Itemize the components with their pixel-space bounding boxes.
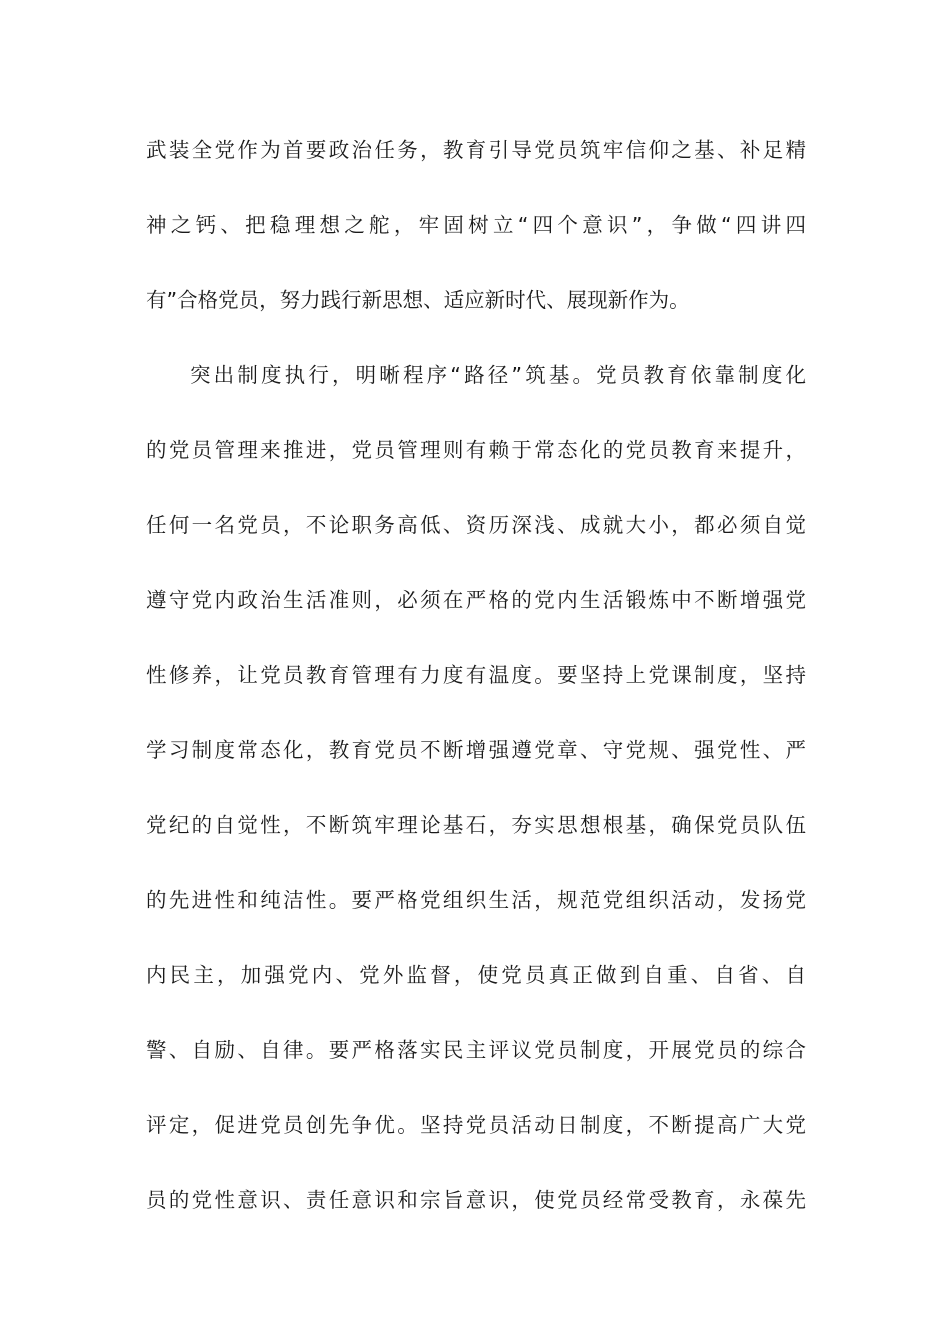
text-line-15: 员的党性意识、责任意识和宗旨意识，使党员经常受教育，永葆先	[146, 1188, 806, 1212]
text-line-3: 有”合格党员，努力践行新思想、适应新时代、展现新作为。	[146, 288, 690, 312]
text-line-13: 警、自励、自律。要严格落实民主评议党员制度，开展党员的综合	[146, 1038, 806, 1062]
text-line-14: 评定，促进党员创先争优。坚持党员活动日制度，不断提高广大党	[146, 1113, 806, 1137]
text-line-7: 遵守党内政治生活准则，必须在严格的党内生活锻炼中不断增强党	[146, 588, 806, 612]
text-line-8: 性修养，让党员教育管理有力度有温度。要坚持上党课制度，坚持	[146, 663, 806, 687]
text-line-2: 神之钙、把稳理想之舵，牢固树立“四个意识”，争做“四讲四	[146, 213, 806, 237]
text-line-9: 学习制度常态化，教育党员不断增强遵党章、守党规、强党性、严	[146, 738, 806, 762]
text-line-6: 任何一名党员，不论职务高低、资历深浅、成就大小，都必须自觉	[146, 513, 806, 537]
text-line-1: 武装全党作为首要政治任务，教育引导党员筑牢信仰之基、补足精	[146, 138, 806, 162]
text-line-11: 的先进性和纯洁性。要严格党组织生活，规范党组织活动，发扬党	[146, 888, 806, 912]
text-line-4: 突出制度执行，明晰程序“路径”筑基。党员教育依靠制度化	[190, 363, 806, 387]
text-line-12: 内民主，加强党内、党外监督，使党员真正做到自重、自省、自	[146, 963, 806, 987]
text-line-10: 党纪的自觉性，不断筑牢理论基石，夯实思想根基，确保党员队伍	[146, 813, 806, 837]
text-line-5: 的党员管理来推进，党员管理则有赖于常态化的党员教育来提升，	[146, 438, 806, 462]
